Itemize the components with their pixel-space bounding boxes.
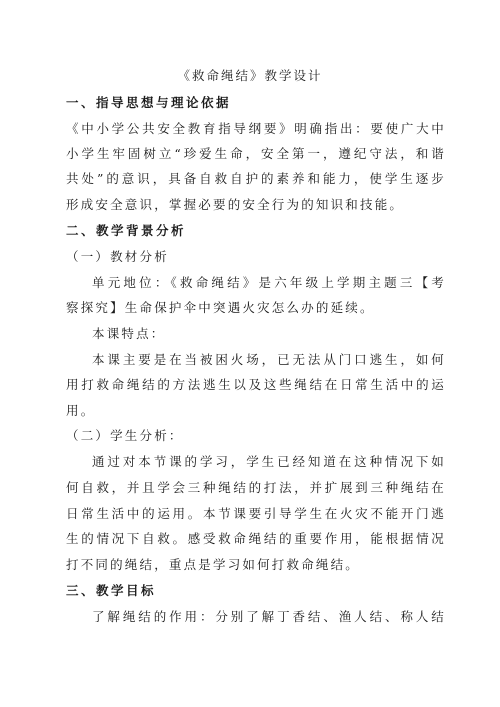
paragraph-line: 《中小学公共安全教育指导纲要》明确指出：要使广大中 <box>66 121 446 136</box>
paragraph-line: 单元地位：《救命绳结》是六年级上学期主题三【考 <box>92 275 446 290</box>
paragraph-line: 本课特点： <box>92 326 166 341</box>
paragraph-line: 察探究】生命保护伞中突遇火灾怎么办的延续。 <box>66 300 375 315</box>
section-heading-1: 一、指导思想与理论依据 <box>66 95 232 110</box>
paragraph-line: 日常生活中的运用。本节课要引导学生在火灾不能开门逃 <box>66 506 446 521</box>
subsection-heading: （一）教材分析 <box>66 249 169 264</box>
paragraph-line: 用打救命绳结的方法逃生以及这些绳结在日常生活中的运 <box>66 377 446 392</box>
paragraph-line: 共处”的意识，具备自救自护的素养和能力，使学生逐步 <box>66 171 446 186</box>
section-heading-2: 二、教学背景分析 <box>66 223 187 238</box>
paragraph-line: 了解绳结的作用：分别了解丁香结、渔人结、称人结 <box>92 609 446 624</box>
paragraph-line: 用。 <box>66 403 96 418</box>
subsection-heading: （二）学生分析： <box>66 428 184 443</box>
paragraph-line: 通过对本节课的学习，学生已经知道在这种情况下如 <box>92 454 446 469</box>
paragraph-line: 本课主要是在当被困火场，已无法从门口逃生，如何 <box>92 352 446 367</box>
paragraph-line: 打不同的绳结，重点是学习如何打救命绳结。 <box>66 557 361 572</box>
paragraph-line: 生的情况下自救。感受救命绳结的重要作用，能根据情况 <box>66 531 446 546</box>
section-heading-3: 三、教学目标 <box>66 583 157 598</box>
paragraph-line: 小学生牢固树立“珍爱生命，安全第一，遵纪守法，和谐 <box>66 146 446 161</box>
paragraph-line: 何自救，并且学会三种绳结的打法，并扩展到三种绳结在 <box>66 480 446 495</box>
paragraph-line: 形成安全意识，掌握必要的安全行为的知识和技能。 <box>66 197 405 212</box>
document-title: 《救命绳结》教学设计 <box>177 68 323 83</box>
